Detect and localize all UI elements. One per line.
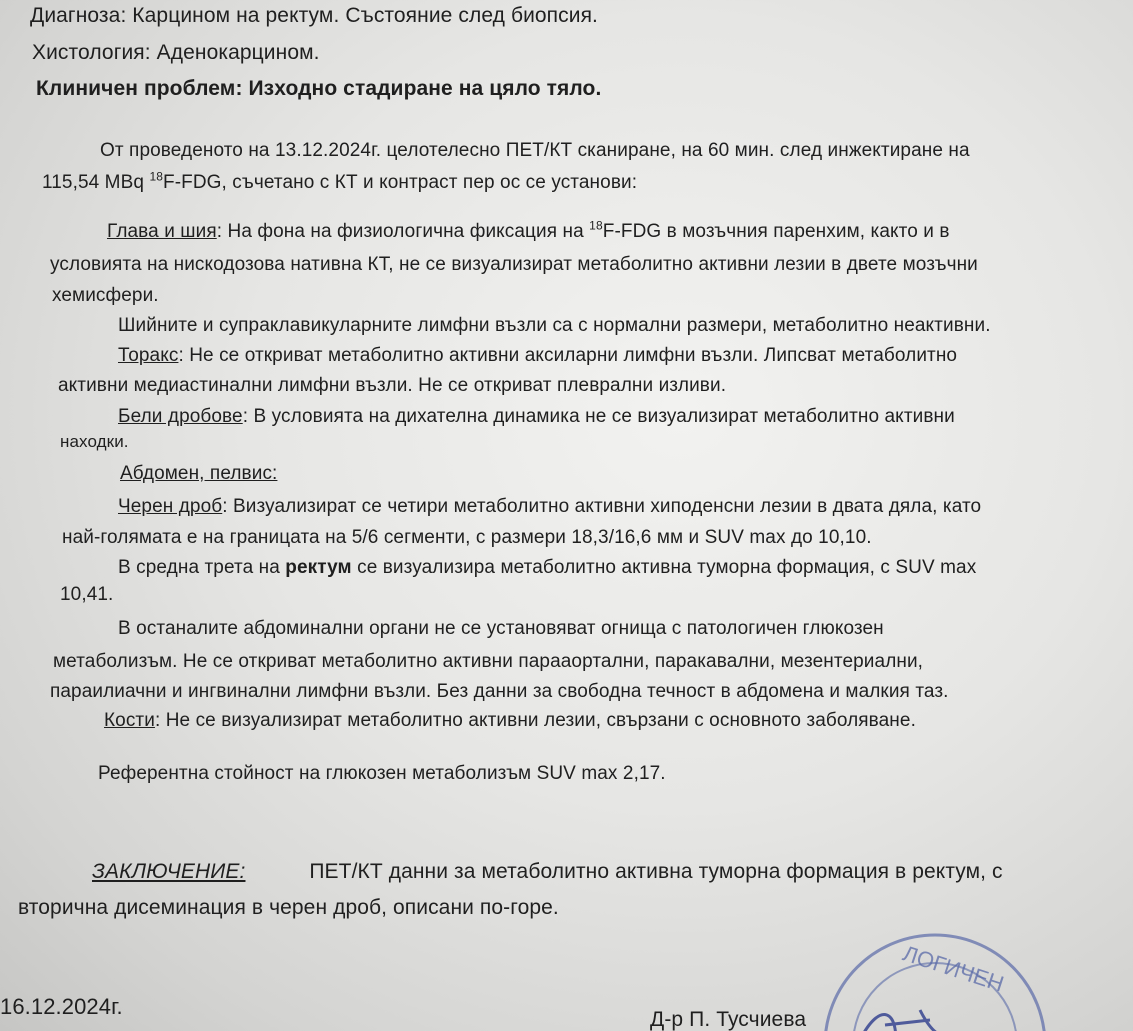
liver-title: Черен дроб — [118, 496, 223, 517]
head-neck-line-2: условията на нискодозова нативна КТ, не се визуализират метаболитно активни лезии в двете мозъчни — [50, 254, 978, 275]
conclusion-text: ПЕТ/КТ данни за метаболитно активна туморна формация в ректум, с — [309, 860, 1003, 883]
rectum-line-2: 10,41. — [60, 584, 114, 605]
lungs-line-2: находки. — [60, 432, 129, 451]
bones-text: : Не се визуализират метаболитно активни лезии, свързани с основното заболяване. — [154, 710, 916, 731]
conclusion-title: ЗАКЛЮЧЕНИЕ: — [92, 860, 246, 883]
liver-line-2: най-голямата е на границата на 5/6 сегменти, с размери 18,3/16,6 мм и SUV max до 10,10. — [62, 527, 872, 548]
head-neck-text-a: : На фона на физиологична фиксация на — [216, 221, 590, 242]
rectum-text-b: се визуализира метаболитно активна туморна формация, с SUV max — [351, 557, 977, 578]
other-organs-line-2: метаболизъм. Не се откриват метаболитно активни парааортални, паракавални, мезентериални, — [53, 651, 924, 672]
other-organs-line-3: параилиачни и ингвинални лимфни възли. Без данни за свободна течност в абдомена и малкия таз. — [50, 681, 949, 702]
lungs-title: Бели дробове — [118, 406, 243, 427]
head-neck-line-1 — [107, 220, 950, 244]
rectum-text-a: В средна трета на — [118, 557, 286, 578]
head-neck-superscript: 18 — [589, 218, 603, 233]
thorax-line-1 — [118, 344, 957, 368]
report-date: 16.12.2024г. — [0, 994, 123, 1019]
lungs-text: : В условията на дихателна динамика не се визуализират метаболитно активни — [242, 406, 955, 427]
intro-line-1: От проведеното на 13.12.2024г. целотелесно ПЕТ/КТ сканиране, на 60 мин. след инжектиране на — [100, 140, 970, 161]
dose-text: 115,54 MBq — [42, 172, 150, 193]
head-neck-line-3: хемисфери. — [52, 285, 159, 306]
stamp-text: ЛОГИЧЕН — [899, 940, 1007, 997]
head-neck-text-b: F-FDG в мозъчния паренхим, както и в — [602, 221, 950, 242]
official-stamp — [800, 930, 1060, 1031]
bones-title: Кости — [104, 710, 155, 731]
signature-icon — [860, 1010, 970, 1031]
rectum-line-1 — [118, 556, 976, 580]
thorax-title: Торакс — [118, 345, 179, 366]
intro-line-2-rest: F-FDG, съчетано с КТ и контраст пер ос се установи: — [163, 172, 638, 193]
other-organs-line-1: В останалите абдоминални органи не се установяват огнища с патологичен глюкозен — [118, 618, 884, 639]
lungs-line-1 — [118, 405, 955, 429]
isotope-superscript: 18 — [149, 169, 163, 184]
conclusion-line-2: вторична дисеминация в черен дроб, описани по-горе. — [18, 896, 559, 919]
thorax-line-2: активни медиастинални лимфни възли. Не се откриват плеврални изливи. — [58, 375, 727, 396]
head-neck-title: Глава и шия — [107, 221, 217, 242]
reference-value-line: Референтна стойност на глюкозен метаболизъм SUV max 2,17. — [98, 763, 666, 784]
bones-line — [104, 709, 916, 733]
histology-line: Хистология: Аденокарцином. — [32, 41, 320, 64]
rectum-highlight: ректум — [285, 557, 352, 578]
thorax-text: : Не се откриват метаболитно активни аксиларни лимфни възли. Липсват метаболитно — [178, 345, 958, 366]
diagnosis-line: Диагноза: Карцином на ректум. Състояние след биопсия. — [30, 4, 598, 27]
clinical-problem-line: Клиничен проблем: Изходно стадиране на цяло тяло. — [36, 77, 602, 100]
neck-lymph-nodes-line: Шийните и супраклавикуларните лимфни възли са с нормални размери, метаболитно неактивни. — [118, 315, 991, 336]
doctor-name: Д-р П. Тусчиева — [650, 1008, 807, 1031]
liver-text: : Визуализират се четири метаболитно активни хиподенсни лезии в двата дяла, като — [222, 496, 982, 517]
abdomen-title: Абдомен, пелвис: — [120, 463, 278, 484]
intro-line-2 — [42, 171, 637, 195]
liver-line-1 — [118, 495, 981, 519]
conclusion-line-1 — [92, 860, 1003, 884]
